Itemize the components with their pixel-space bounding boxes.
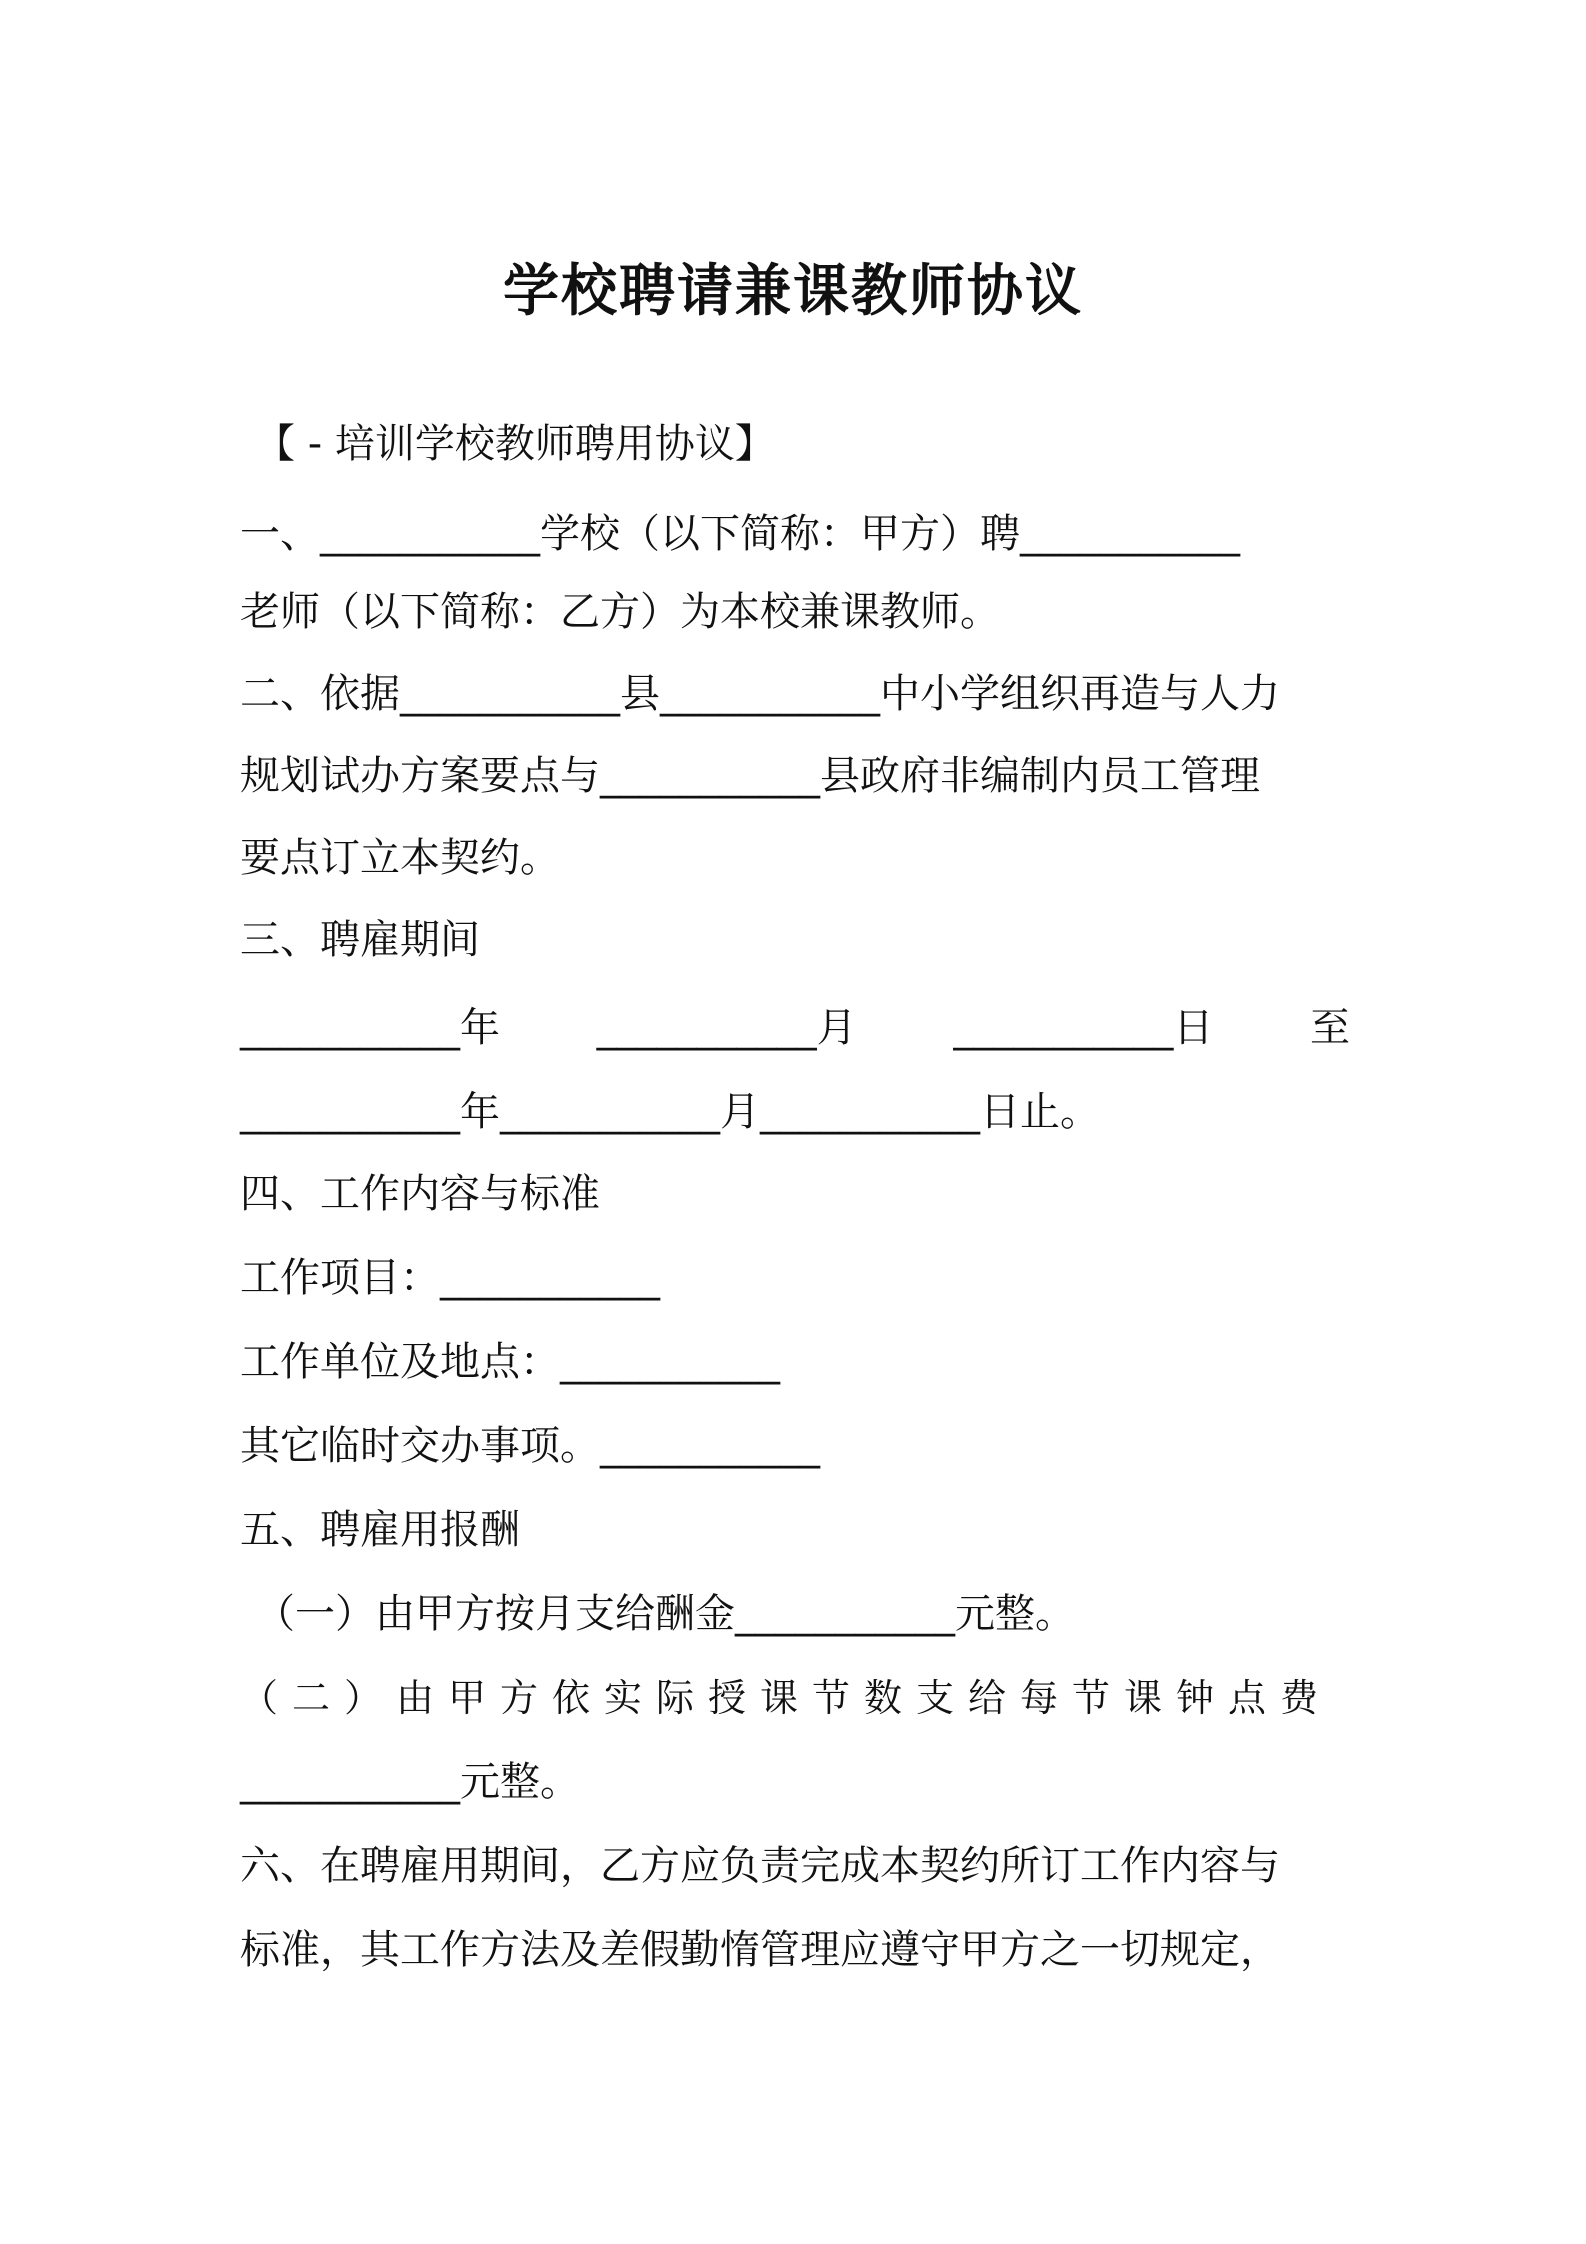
clause-5-item-2-line-2: ___________元整。 bbox=[240, 1759, 580, 1805]
clause-5-item-2-line-1: （二）由甲方依实际授课节数支给每节课钟点费 bbox=[240, 1676, 1333, 1720]
document-subtitle: 【 - 培训学校教师聘用协议】 bbox=[255, 421, 775, 467]
clause-3-date-end: ___________年___________月___________日止。 bbox=[240, 1089, 1100, 1135]
clause-2-line-1: 二、依据___________县___________中小学组织再造与人力 bbox=[240, 671, 1280, 717]
work-location-line: 工作单位及地点：___________ bbox=[240, 1339, 780, 1385]
clause-2-line-3: 要点订立本契约。 bbox=[240, 835, 560, 881]
document-title: 学校聘请兼课教师协议 bbox=[503, 259, 1083, 324]
to-word: 至 bbox=[1309, 1005, 1350, 1051]
work-item-line: 工作项目：___________ bbox=[240, 1255, 660, 1301]
clause-6-line-1: 六、在聘雇用期间，乙方应负责完成本契约所订工作内容与 bbox=[240, 1843, 1280, 1889]
clause-4-heading: 四、工作内容与标准 bbox=[240, 1171, 600, 1217]
start-year: ___________年 bbox=[240, 1005, 500, 1051]
clause-5-heading: 五、聘雇用报酬 bbox=[240, 1507, 520, 1553]
clause-2-line-2: 规划试办方案要点与___________县政府非编制内员工管理 bbox=[240, 753, 1260, 799]
clause-5-item-1: （一）由甲方按月支给酬金___________元整。 bbox=[255, 1591, 1075, 1637]
clause-6-line-2: 标准，其工作方法及差假勤惰管理应遵守甲方之一切规定， bbox=[240, 1927, 1280, 1973]
clause-1-line-1: 一、___________学校（以下简称：甲方）聘___________ bbox=[240, 511, 1240, 557]
clause-1-line-2: 老师（以下简称：乙方）为本校兼课教师。 bbox=[240, 589, 1000, 635]
clause-3-date-start bbox=[240, 1000, 1350, 1056]
start-day: ___________日 bbox=[953, 1005, 1214, 1051]
clause-3-heading: 三、聘雇期间 bbox=[240, 917, 480, 963]
start-month: ___________月 bbox=[596, 1005, 857, 1051]
other-tasks-line: 其它临时交办事项。___________ bbox=[240, 1423, 820, 1469]
